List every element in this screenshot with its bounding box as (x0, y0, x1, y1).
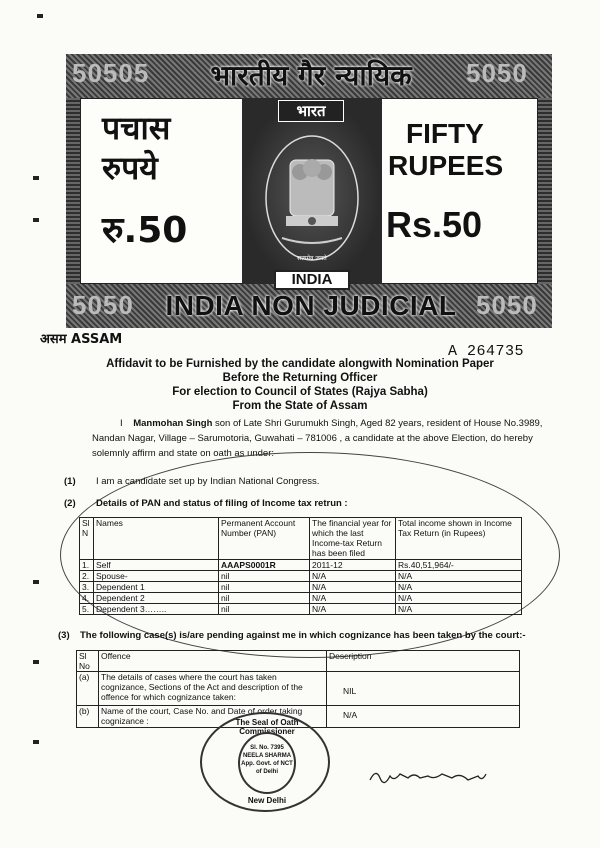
emblem-bharat-label: भारत (278, 100, 344, 122)
table-cell: nil (219, 593, 310, 604)
binding-hole (33, 740, 39, 744)
header-cell: The financial year for which the last Income-tax Return has been filed (310, 518, 396, 560)
table-row (80, 571, 522, 582)
header-cell: Sl No (77, 651, 99, 672)
header-cell: Description (327, 651, 520, 672)
binding-hole (33, 580, 39, 584)
state-header: असम ASSAM (40, 332, 123, 347)
header-cell: Offence (99, 651, 327, 672)
table-cell: Name of the court, Case No. and Date of order taking cognizance : (99, 706, 327, 728)
stamp-bottom-title: INDIA NON JUDICIAL (165, 290, 457, 321)
stamp-bg-number-bottom-left: 5050 (72, 290, 134, 320)
stamp-paper (66, 46, 552, 330)
intro-text: son of Late Shri Gurumukh Singh, Aged 82 years, resident of House No.3989, Nandan Nagar, Village – Sarumotoria, Guwahati – 781006 , a candidate at the above Election, do hereby solemnly affirm and state on oath as under: (92, 418, 543, 459)
binding-hole (33, 660, 39, 664)
table-cell: 4. (80, 593, 94, 604)
table-cell: N/A (310, 604, 396, 615)
table-cell: 1. (80, 560, 94, 571)
table-cell: 5. (80, 604, 94, 615)
table-cell: nil (219, 582, 310, 593)
table-cell: (a) (77, 672, 99, 706)
stamp-border-right (538, 98, 552, 284)
table-cell: N/A (396, 604, 522, 615)
header-cell: Names (94, 518, 219, 560)
stamp-english-amount-word2: RUPEES (388, 150, 504, 181)
signature-icon (368, 764, 488, 788)
binding-hole (33, 176, 39, 180)
case-table (76, 650, 520, 728)
table-cell: NIL (327, 672, 520, 706)
table-cell: The details of cases where the court has taken cognizance, Sections of the Act and description of the offence for which cognizance taken: (99, 672, 327, 706)
affidavit-title-line3: For election to Council of States (Rajya Sabha) (172, 386, 428, 398)
stamp-serial-number: A 264735 (448, 343, 525, 360)
item-text: Details of PAN and status of filing of Income tax retrun : (96, 498, 348, 509)
header-cell: Permanent Account Number (PAN) (219, 518, 310, 560)
table-row (80, 604, 522, 615)
stamp-english-amount-word1: FIFTY (406, 118, 484, 149)
candidate-name: Manmohan Singh (133, 418, 213, 429)
header-cell: Sl N (80, 518, 94, 560)
table-row (80, 593, 522, 604)
table-row (80, 560, 522, 571)
item-text: I am a candidate set up by Indian National Congress. (96, 476, 320, 487)
stamp-hindi-amount-word2: रुपये (102, 149, 158, 187)
table-cell: Dependent 2 (94, 593, 219, 604)
table-cell: N/A (310, 582, 396, 593)
binding-hole (33, 218, 39, 222)
table-cell: Dependent 3…….. (94, 604, 219, 615)
table-cell: Dependent 1 (94, 582, 219, 593)
emblem-motto: सत्यमेव जयते (297, 255, 327, 262)
table-cell: N/A (396, 593, 522, 604)
oath-commissioner-seal (200, 712, 330, 812)
seal-bottom-text: New Delhi (247, 796, 287, 805)
table-cell: N/A (310, 571, 396, 582)
stamp-hindi-title: भारतीय गैर न्यायिक (210, 59, 412, 92)
stamp-bg-number-bottom-right: 5050 (476, 290, 538, 320)
seal-inner-text: Sl. No. 7395 NEELA SHARMA App. Govt. of NCT of Delhi (238, 732, 296, 794)
table-cell: Rs.40,51,964/- (396, 560, 522, 571)
item-number: (3) (58, 630, 70, 641)
stamp-hindi-value: रु.50 (102, 210, 188, 251)
stamp-bg-number-left: 50505 (72, 58, 150, 88)
table-cell: N/A (310, 593, 396, 604)
affidavit-title-line1: Affidavit to be Furnished by the candidate alongwith Nomination Paper (106, 358, 494, 370)
table-cell: 2011-12 (310, 560, 396, 571)
intro-prefix: I (120, 418, 123, 429)
table-row (80, 582, 522, 593)
affidavit-title-line2: Before the Returning Officer (222, 372, 378, 384)
item-number: (1) (64, 476, 76, 487)
emblem-india-label: INDIA (274, 270, 350, 290)
table-cell: N/A (396, 582, 522, 593)
seal-top-text: The Seal of Oath Commissioner (235, 718, 299, 736)
header-cell: Total income shown in Income Tax Return (in Rupees) (396, 518, 522, 560)
table-cell: 3. (80, 582, 94, 593)
item-number: (2) (64, 498, 76, 509)
stamp-border-left (66, 98, 80, 284)
table-row (77, 672, 520, 706)
table-cell: AAAPS0001R (219, 560, 310, 571)
binding-hole (37, 14, 43, 18)
table-cell: nil (219, 571, 310, 582)
stamp-hindi-amount-word1: पचास (102, 109, 171, 147)
table-cell: nil (219, 604, 310, 615)
item-text: The following case(s) is/are pending against me in which cognizance has been taken by the court:- (80, 630, 526, 641)
table-header-row (80, 518, 522, 560)
table-cell: N/A (327, 706, 520, 728)
table-cell: Spouse- (94, 571, 219, 582)
table-cell: Self (94, 560, 219, 571)
pan-table (79, 517, 522, 615)
table-cell: N/A (396, 571, 522, 582)
table-header-row (77, 651, 520, 672)
affidavit-title-line4: From the State of Assam (232, 400, 368, 412)
table-cell: 2. (80, 571, 94, 582)
stamp-english-value: Rs.50 (386, 204, 483, 245)
stamp-bg-number-right: 5050 (466, 58, 528, 88)
table-cell: (b) (77, 706, 99, 728)
